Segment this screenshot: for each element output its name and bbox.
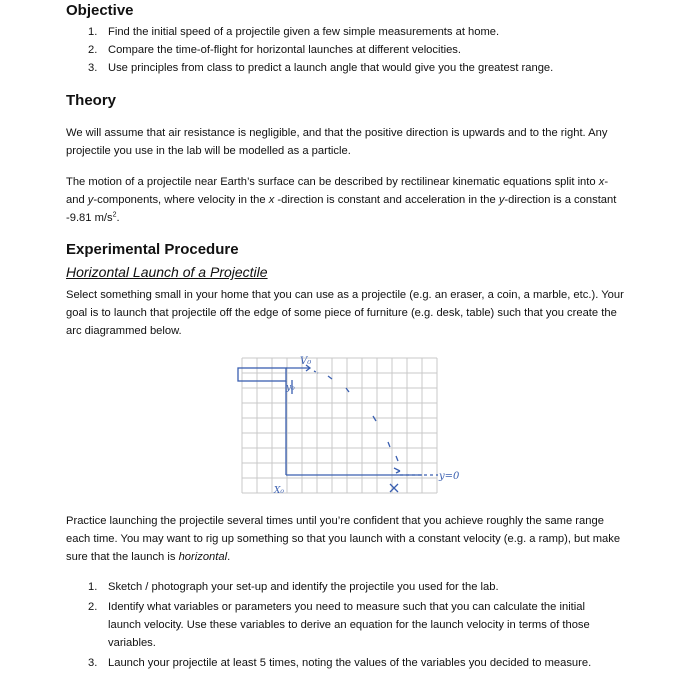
objective-list xyxy=(88,23,553,77)
list-item: 1. Sketch / photograph your set-up and identify the projectile you used for the lab. xyxy=(88,581,499,593)
list-item: 2. Compare the time-of-flight for horizontal launches at different velocities. xyxy=(88,44,461,56)
y0-label: y₀ xyxy=(286,383,295,393)
projectile-diagram xyxy=(222,348,472,498)
v0-label: V₀ xyxy=(300,356,312,367)
theory-paragraph-2: The motion of a projectile near Earth’s surface can be described by rectilinear kinematic equations split into x- and y-components, where velocity in the x -direction is constant and acceleration in the y-direction is a constant -9.81 $m/s^2$. xyxy=(66,176,617,224)
procedure-heading: Experimental Procedure xyxy=(66,241,239,258)
list-item: 3. Launch your projectile at least 5 times, noting the values of the variables you decided to measure. xyxy=(88,657,592,669)
procedure-steps-list xyxy=(88,578,618,674)
procedure-paragraph-2: Practice launching the projectile several times until you’re confident that you achieve roughly the same range each time. You may want to rig up something so that you launch with a constant velocity (e.g. a ramp), but make sure that the launch is horizontal. xyxy=(66,515,621,563)
landing-mark xyxy=(390,484,398,492)
y-equals-zero-label: y=0 xyxy=(439,471,460,482)
list-item: 3. Use principles from class to predict a launch angle that would give you the greatest range. xyxy=(88,62,554,74)
procedure-subheading: Horizontal Launch of a Projectile xyxy=(66,264,268,280)
procedure-paragraph-1: Select something small in your home that you can use as a projectile (e.g. an eraser, a coin, a marble, etc.). Your goal is to launch that projectile off the edge of some piece of furniture (e.g. desk, table) such that you create the arc diagrammed below. xyxy=(66,289,624,337)
objective-heading: Objective xyxy=(66,2,134,19)
list-item: 2. Identify what variables or parameters you need to measure such that you can calculate the initial launch velocity. Use these variables to derive an equation for the launch velocity in terms of those variables. xyxy=(88,601,590,649)
x0-label: X₀ xyxy=(274,486,285,496)
theory-paragraph-1: We will assume that air resistance is negligible, and that the positive direction is upwards and to the right. Any projectile you use in the lab will be modelled as a particle. xyxy=(66,127,608,157)
theory-heading: Theory xyxy=(66,92,117,109)
table-surface xyxy=(238,368,286,381)
list-item: 1. Find the initial speed of a projectile given a few simple measurements at home. xyxy=(88,26,500,38)
